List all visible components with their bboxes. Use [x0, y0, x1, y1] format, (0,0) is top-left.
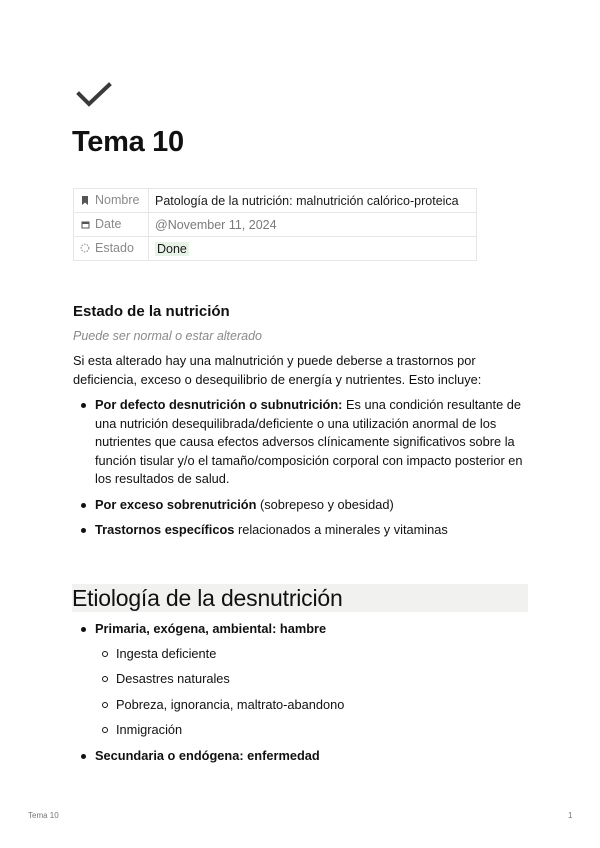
list-item: Primaria, exógena, ambiental: hambre Ingesta deficiente Desastres naturales Pobreza, ignorancia, maltrato-abandono Inmigración: [73, 620, 528, 740]
status-icon: [80, 242, 90, 256]
page-number: 1: [568, 811, 573, 820]
footer-title: Tema 10: [28, 811, 59, 820]
section-subtitle: Puede ser normal o estar alterado: [73, 329, 262, 343]
property-row-estado: [74, 237, 477, 261]
bookmark-icon: [80, 194, 90, 208]
property-value-nombre[interactable]: Patología de la nutrición: malnutrición calórico-proteica: [149, 189, 477, 213]
bullet-list-estado: [73, 396, 528, 540]
property-value-date[interactable]: @November 11, 2024: [149, 213, 477, 237]
section-heading-estado: Estado de la nutrición: [73, 303, 230, 320]
list-item: Trastornos específicos relacionados a minerales y vitaminas: [73, 521, 528, 540]
section-heading-etiologia: Etiología de la desnutrición: [72, 585, 343, 611]
sub-list-item: Pobreza, ignorancia, maltrato-abandono: [95, 696, 528, 715]
sub-list-item: Inmigración: [95, 721, 528, 740]
property-key: Estado: [95, 241, 134, 255]
property-row-nombre: [74, 189, 477, 213]
sub-list-item: Desastres naturales: [95, 670, 528, 689]
properties-table: [73, 188, 477, 261]
property-key: Nombre: [95, 193, 140, 207]
status-badge[interactable]: Done: [157, 241, 187, 256]
page-title: Tema 10: [72, 126, 184, 158]
list-item: Secundaria o endógena: enfermedad: [73, 747, 528, 766]
list-item: Por defecto desnutrición o subnutrición: Es una condición resultante de una nutrición desequilibrada/deficiente o una utilización anormal de los nutrientes que causa efectos adversos clínicamente significativos sobre la función tisular y/o el tamaño/composición corporal con impacto posterior en los resultados de salud.: [73, 396, 528, 489]
property-key: Date: [95, 217, 122, 231]
list-item: Por exceso sobrenutrición (sobrepeso y obesidad): [73, 496, 528, 515]
checkmark-icon: [75, 80, 113, 110]
calendar-icon: [80, 218, 90, 232]
bullet-list-etiologia: [73, 620, 528, 765]
sub-list-item: Ingesta deficiente: [95, 645, 528, 664]
sub-list: [95, 645, 528, 740]
property-row-date: [74, 213, 477, 237]
section-paragraph: Si esta alterado hay una malnutrición y puede deberse a trastornos por deficiencia, exceso o desequilibrio de energía y nutrientes. Esto incluye:: [73, 353, 482, 387]
